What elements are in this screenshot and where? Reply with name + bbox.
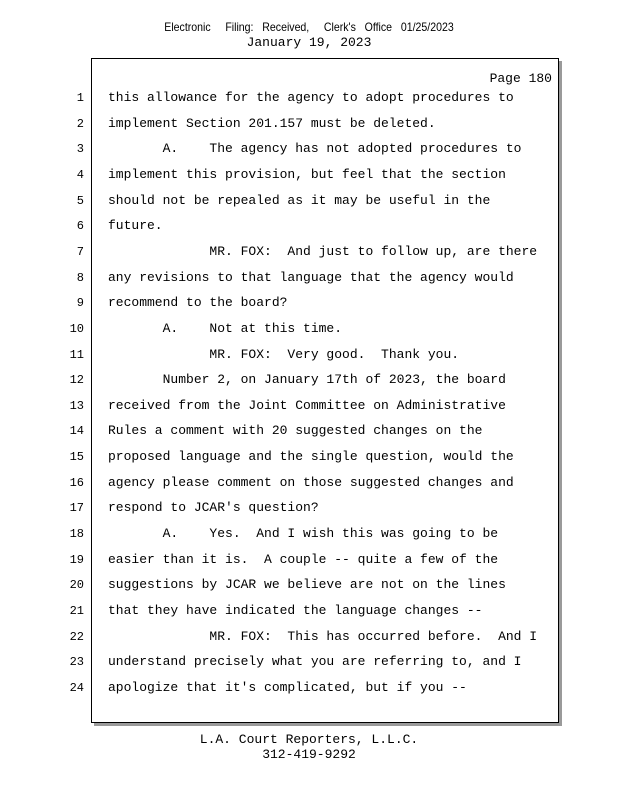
line-number: 13 bbox=[69, 398, 84, 413]
line-text: understand precisely what you are referring to, and I bbox=[108, 654, 522, 670]
transcript-line bbox=[0, 629, 560, 655]
filing-stamp: Electronic Filing: Received, Clerk's Office 01/25/2023 bbox=[164, 20, 454, 34]
transcript-line bbox=[0, 423, 560, 449]
line-number: 5 bbox=[76, 193, 84, 208]
line-number: 7 bbox=[76, 244, 84, 259]
line-number: 14 bbox=[69, 424, 84, 439]
line-text: proposed language and the single question, would the bbox=[108, 449, 514, 465]
transcript-line bbox=[0, 552, 560, 578]
line-number: 3 bbox=[76, 142, 84, 157]
line-number: 23 bbox=[69, 655, 84, 670]
line-number: 15 bbox=[69, 450, 84, 465]
transcript-line bbox=[0, 680, 560, 706]
transcript-line bbox=[0, 654, 560, 680]
line-text: MR. FOX: And just to follow up, are there bbox=[108, 243, 538, 259]
line-text: MR. FOX: Very good. Thank you. bbox=[108, 346, 460, 362]
transcript-line bbox=[0, 270, 560, 296]
line-number: 20 bbox=[69, 578, 84, 593]
line-text: A. Yes. And I wish this was going to be bbox=[108, 526, 499, 542]
transcript-line bbox=[0, 449, 560, 475]
transcript-line bbox=[0, 372, 560, 398]
line-number: 9 bbox=[76, 296, 84, 311]
transcript-line bbox=[0, 116, 560, 142]
line-number: 8 bbox=[76, 270, 84, 285]
line-number: 21 bbox=[69, 604, 84, 618]
transcript-date: January 19, 2023 bbox=[246, 35, 372, 50]
line-number: 16 bbox=[69, 475, 84, 490]
transcript-line bbox=[0, 141, 560, 167]
line-number: 19 bbox=[69, 552, 84, 567]
line-number: 4 bbox=[76, 167, 84, 182]
line-text: apologize that it's complicated, but if you -- bbox=[108, 679, 467, 695]
transcript-line bbox=[0, 475, 560, 501]
line-text: A. The agency has not adopted procedures to bbox=[108, 141, 522, 157]
line-number: 18 bbox=[69, 527, 84, 542]
line-text: Number 2, on January 17th of 2023, the board bbox=[108, 372, 506, 388]
transcript-line bbox=[0, 577, 560, 603]
line-text: any revisions to that language that the agency would bbox=[108, 269, 514, 285]
line-number: 2 bbox=[76, 116, 84, 131]
line-text: recommend to the board? bbox=[108, 295, 288, 311]
line-number: 17 bbox=[69, 501, 84, 516]
line-number: 1 bbox=[76, 91, 84, 105]
line-text: respond to JCAR's question? bbox=[108, 500, 319, 516]
transcript-line bbox=[0, 347, 560, 373]
transcript-line bbox=[0, 526, 560, 552]
line-text: easier than it is. A couple -- quite a few of the bbox=[108, 551, 499, 567]
transcript-line bbox=[0, 244, 560, 270]
transcript-line bbox=[0, 321, 560, 347]
footer bbox=[0, 732, 618, 762]
transcript-line bbox=[0, 295, 560, 321]
line-text: A. Not at this time. bbox=[108, 320, 343, 336]
line-text: MR. FOX: This has occurred before. And I bbox=[108, 628, 538, 644]
transcript-line bbox=[0, 167, 560, 193]
line-text: implement Section 201.157 must be deleted. bbox=[108, 115, 436, 131]
line-text: received from the Joint Committee on Administrative bbox=[108, 397, 506, 413]
line-text: that they have indicated the language changes -- bbox=[108, 603, 483, 618]
line-text: future. bbox=[108, 218, 163, 234]
line-number: 6 bbox=[76, 219, 84, 234]
reporter-phone: 312-419-9292 bbox=[262, 747, 356, 762]
line-number: 22 bbox=[69, 629, 84, 644]
line-text: should not be repealed as it may be useful in the bbox=[108, 192, 491, 208]
line-text: suggestions by JCAR we believe are not on the lines bbox=[108, 577, 506, 593]
line-number: 11 bbox=[69, 347, 84, 362]
line-number: 12 bbox=[69, 373, 84, 388]
line-text: this allowance for the agency to adopt procedures to bbox=[108, 90, 514, 105]
line-number: 10 bbox=[69, 321, 84, 336]
transcript-line bbox=[0, 398, 560, 424]
line-text: agency please comment on those suggested changes and bbox=[108, 474, 514, 490]
line-text: Rules a comment with 20 suggested changes on the bbox=[108, 423, 483, 439]
transcript-line bbox=[0, 218, 560, 244]
transcript-line bbox=[0, 500, 560, 526]
reporter-company: L.A. Court Reporters, L.L.C. bbox=[199, 732, 419, 747]
transcript-line bbox=[0, 90, 560, 116]
transcript-line bbox=[0, 193, 560, 219]
line-text: implement this provision, but feel that the section bbox=[108, 166, 506, 182]
page-number: Page 180 bbox=[489, 71, 552, 86]
transcript-line bbox=[0, 603, 560, 629]
line-number: 24 bbox=[69, 680, 84, 695]
